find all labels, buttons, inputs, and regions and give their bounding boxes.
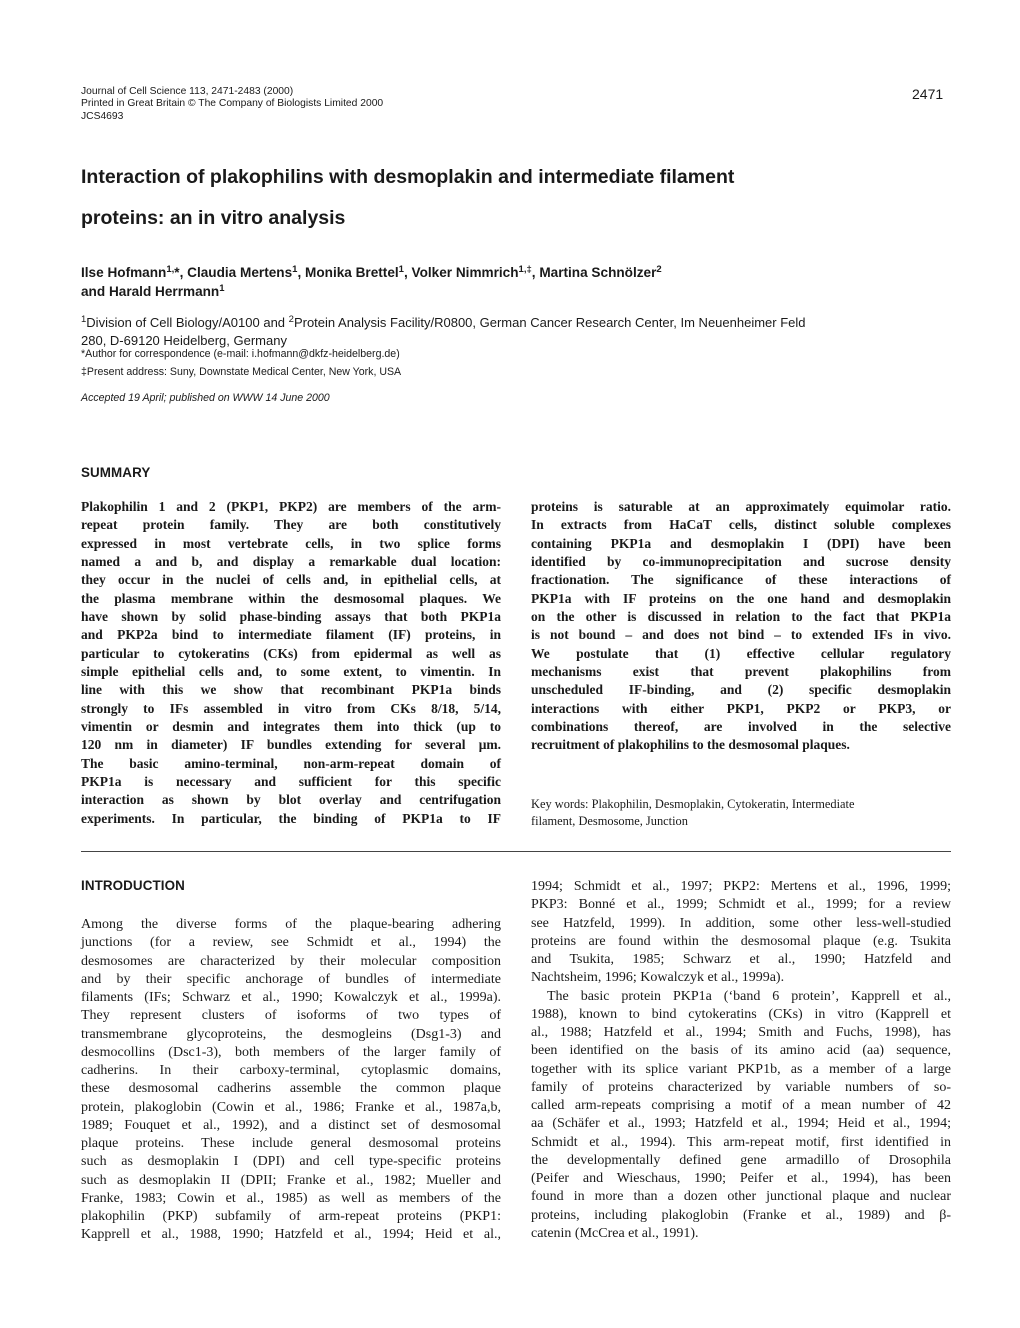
text-line: together with its splice variant PKP1b, as a member of a large xyxy=(531,1061,951,1077)
author-name: , Monika Brettel xyxy=(297,265,399,280)
text-line: The basic amino-terminal, non-arm-repeat domain of xyxy=(81,755,501,771)
text-line: unscheduled IF-binding, and (2) specific desmoplakin xyxy=(531,682,951,698)
text-line: (Peifer and Wieschaus, 1990; Peifer et al., 1994), has been xyxy=(531,1171,951,1186)
corresponding-marker: * xyxy=(174,265,180,280)
text-line: found in more than a dozen other junctional plaque and nuclear xyxy=(531,1189,951,1205)
text-line: been identified on the basis of its amino acid (aa) sequence, xyxy=(531,1043,951,1059)
text-line: on the other is discussed in relation to the fact that PKP1a xyxy=(531,608,951,624)
introduction-heading: INTRODUCTION xyxy=(81,878,185,893)
text-line: desmocollins (Dsc1-3), both members of the larger family of xyxy=(81,1044,501,1060)
text-line: simple epithelial cells and, to some extent, to vimentin. In xyxy=(81,663,501,679)
text-line: vimentin or desmin and integrates them into thick (up to xyxy=(81,718,501,734)
text-line: Kapprell et al., 1988, 1990; Hatzfeld et al., 1994; Heid et al., xyxy=(81,1227,501,1243)
author-name: , Martina Schnölzer xyxy=(531,265,657,280)
author-name: and Harald Herrmann xyxy=(81,284,220,299)
affiliation-marker: 1 xyxy=(398,264,404,275)
text-line: cadherins. In their carboxy-terminal, cytoplasmic domains, xyxy=(81,1063,501,1078)
journal-citation: Journal of Cell Science 113, 2471-2483 (2000) xyxy=(81,86,294,97)
text-line: plakophilin (PKP) subfamily of arm-repeat proteins (PKP1: xyxy=(81,1209,501,1224)
affiliation-marker: 1,‡ xyxy=(518,264,532,275)
text-line: have shown by solid phase-binding assays that both PKP1a xyxy=(81,608,501,624)
text-line: named a and b, and display a remarkable dual location: xyxy=(81,553,501,569)
affiliation-marker: 2 xyxy=(288,314,294,325)
affiliation-marker: 1 xyxy=(292,264,298,275)
text-line: fractionation. The significance of these interactions of xyxy=(531,572,951,588)
author-notes xyxy=(81,345,951,381)
text-line: In extracts from HaCaT cells, distinct soluble complexes xyxy=(531,517,951,533)
section-divider xyxy=(81,851,951,852)
text-line: protein, plakoglobin (Cowin et al., 1986; Franke et al., 1987a,b, xyxy=(81,1099,501,1115)
text-line: these desmosomal cadherins assemble the common plaque xyxy=(81,1081,501,1097)
text-line: plaque proteins. These include general desmosomal proteins xyxy=(81,1136,501,1151)
text-line: and PKP2a bind to intermediate filament (IF) proteins, in xyxy=(81,627,501,643)
keywords-line: filament, Desmosome, Junction xyxy=(531,814,688,828)
text-line: is not bound – and does not bind – to extended IFs in vivo. xyxy=(531,627,951,643)
text-line: filaments (IFs; Schwarz et al., 1990; Kowalczyk et al., 1999a). xyxy=(81,990,501,1005)
author-list xyxy=(81,263,941,301)
affiliation-text: Division of Cell Biology/A0100 and xyxy=(86,315,289,330)
text-line: experiments. In particular, the binding of PKP1a to IF xyxy=(81,810,501,826)
text-line: transmembrane glycoproteins, the desmogleins (Dsg1-3) and xyxy=(81,1026,501,1042)
text-line: such as desmoplakin I (DPI) and cell type-specific proteins xyxy=(81,1154,501,1170)
text-line: al., 1988; Hatzfeld et al., 1994; Smith and Fuchs, 1998), has xyxy=(531,1025,951,1040)
text-line: containing PKP1a and desmoplakin I (DPI) have been xyxy=(531,535,951,551)
correspondence-note: *Author for correspondence (e-mail: i.hofmann@dkfz-heidelberg.de) xyxy=(81,348,400,360)
text-line: Schmidt et al., 1994). This arm-repeat motif, first identified in xyxy=(531,1134,951,1150)
text-line: recruitment of plakophilins to the desmosomal plaques. xyxy=(531,737,850,753)
text-line: 1989; Fouquet et al., 1992), and a distinct set of desmosomal xyxy=(81,1117,501,1133)
text-line: 120 nm in diameter) IF bundles extending for several μm. xyxy=(81,737,501,753)
text-line: and Tsukita, 1985; Schwarz et al., 1990; Hatzfeld and xyxy=(531,952,951,967)
affiliation-text: Protein Analysis Facility/R0800, German Cancer Research Center, Im Neuenheimer Feld xyxy=(293,315,806,330)
summary-left-column xyxy=(81,498,501,828)
affiliation-marker: 1 xyxy=(81,314,87,325)
text-line: PKP1a is necessary and sufficient for this specific xyxy=(81,773,501,789)
text-line: proteins is saturable at an approximately equimolar ratio. xyxy=(531,499,951,514)
author-name: , Volker Nimmrich xyxy=(403,265,519,280)
introduction-right-column xyxy=(531,878,951,1243)
text-line: the plasma membrane within the desmosomal plaques. We xyxy=(81,590,501,606)
affiliation-marker: 1 xyxy=(219,283,225,294)
text-line: such as desmoplakin II (DPII; Franke et al., 1982; Mueller and xyxy=(81,1172,501,1188)
text-line: they occur in the nuclei of cells and, in epithelial cells, at xyxy=(81,572,501,588)
affiliation-line xyxy=(81,314,951,332)
text-line: 1988), known to bind cytokeratins (CKs) in vitro (Kapprell et xyxy=(531,1006,951,1022)
text-line: repeat protein family. They are both constitutively xyxy=(81,517,501,533)
text-line: Plakophilin 1 and 2 (PKP1, PKP2) are members of the arm- xyxy=(81,499,501,514)
affiliation-line: 280, D-69120 Heidelberg, Germany xyxy=(81,333,287,348)
manuscript-id: JCS4693 xyxy=(81,110,124,122)
text-line: The basic protein PKP1a (‘band 6 protein’, Kapprell et al., xyxy=(547,988,951,1004)
text-line: Franke, 1983; Cowin et al., 1985) as well as members of the xyxy=(81,1190,501,1206)
text-line: Nachtsheim, 1996; Kowalczyk et al., 1999a). xyxy=(531,970,785,986)
title-line: Interaction of plakophilins with desmoplakin and intermediate filament xyxy=(81,166,735,188)
text-line: They represent clusters of isoforms of two types of xyxy=(81,1008,501,1024)
text-line: aa (Schäfer et al., 1993; Hatzfeld et al., 1994; Heid et al., 1994; xyxy=(531,1116,951,1132)
title-line: proteins: an in vitro analysis xyxy=(81,207,346,229)
text-line: 1994; Schmidt et al., 1997; PKP2: Mertens et al., 1996, 1999; xyxy=(531,879,951,894)
summary-right-column xyxy=(531,498,951,755)
text-line: desmosomes are characterized by their molecular composition xyxy=(81,953,501,969)
text-line: called arm-repeats comprising a motif of a mean number of 42 xyxy=(531,1098,951,1113)
text-line: PKP1a with IF proteins on the one hand and desmoplakin xyxy=(531,590,951,606)
text-line: Among the diverse forms of the plaque-bearing adhering xyxy=(81,917,501,932)
text-line: and by their specific anchorage of bundles of intermediate xyxy=(81,971,501,987)
text-line: proteins, including plakoglobin (Franke et al., 1989) and β- xyxy=(531,1207,951,1223)
text-line: see Hatzfeld, 1999). In addition, some other less-well-studied xyxy=(531,915,951,931)
introduction-left-column xyxy=(81,916,501,1245)
author-line xyxy=(81,282,941,301)
text-line: particular to cytokeratins (CKs) from epidermal as well as xyxy=(81,645,501,661)
copyright-line: Printed in Great Britain © The Company of Biologists Limited 2000 xyxy=(81,98,384,110)
accepted-date: Accepted 19 April; published on WWW 14 June 2000 xyxy=(81,392,330,404)
text-line: interaction as shown by blot overlay and centrifugation xyxy=(81,792,501,808)
text-line: strongly to IFs assembled in vitro from CKs 8/18, 5/14, xyxy=(81,700,501,716)
summary-heading: SUMMARY xyxy=(81,465,151,480)
text-line: line with this we show that recombinant PKP1a binds xyxy=(81,682,501,698)
article-title xyxy=(81,157,911,239)
text-line: catenin (McCrea et al., 1991). xyxy=(531,1225,699,1241)
present-address-note: ‡Present address: Suny, Downstate Medical Center, New York, USA xyxy=(81,366,402,378)
journal-header xyxy=(81,86,383,123)
affiliation-marker: 1, xyxy=(166,264,175,275)
affiliation-marker: 2 xyxy=(656,264,662,275)
text-line: proteins are found within the desmosomal plaque (e.g. Tsukita xyxy=(531,933,951,949)
text-line: the developmentally defined gene armadillo of Drosophila xyxy=(531,1152,951,1168)
text-line: identified by co-immunoprecipitation and sucrose density xyxy=(531,553,951,569)
author-name: Ilse Hofmann xyxy=(81,265,167,280)
text-line: PKP3: Bonné et al., 1999; Schmidt et al., 1999; for a review xyxy=(531,897,951,913)
text-line: family of proteins characterized by variable numbers of so- xyxy=(531,1079,951,1095)
text-line: mechanisms exist that prevent plakophilins from xyxy=(531,663,951,679)
author-line xyxy=(81,263,941,282)
page-number: 2471 xyxy=(912,86,944,102)
keywords xyxy=(531,796,951,830)
text-line: interactions with either PKP1, PKP2 or PKP3, or xyxy=(531,700,951,716)
text-line: junctions (for a review, see Schmidt et al., 1994) the xyxy=(81,935,501,951)
text-line: combinations thereof, are involved in the selective xyxy=(531,718,951,734)
keywords-line: Key words: Plakophilin, Desmoplakin, Cytokeratin, Intermediate xyxy=(531,797,855,811)
text-line: We postulate that (1) effective cellular regulatory xyxy=(531,645,951,661)
text-line: expressed in most vertebrate cells, in two splice forms xyxy=(81,535,501,551)
author-name: , Claudia Mertens xyxy=(179,265,293,280)
